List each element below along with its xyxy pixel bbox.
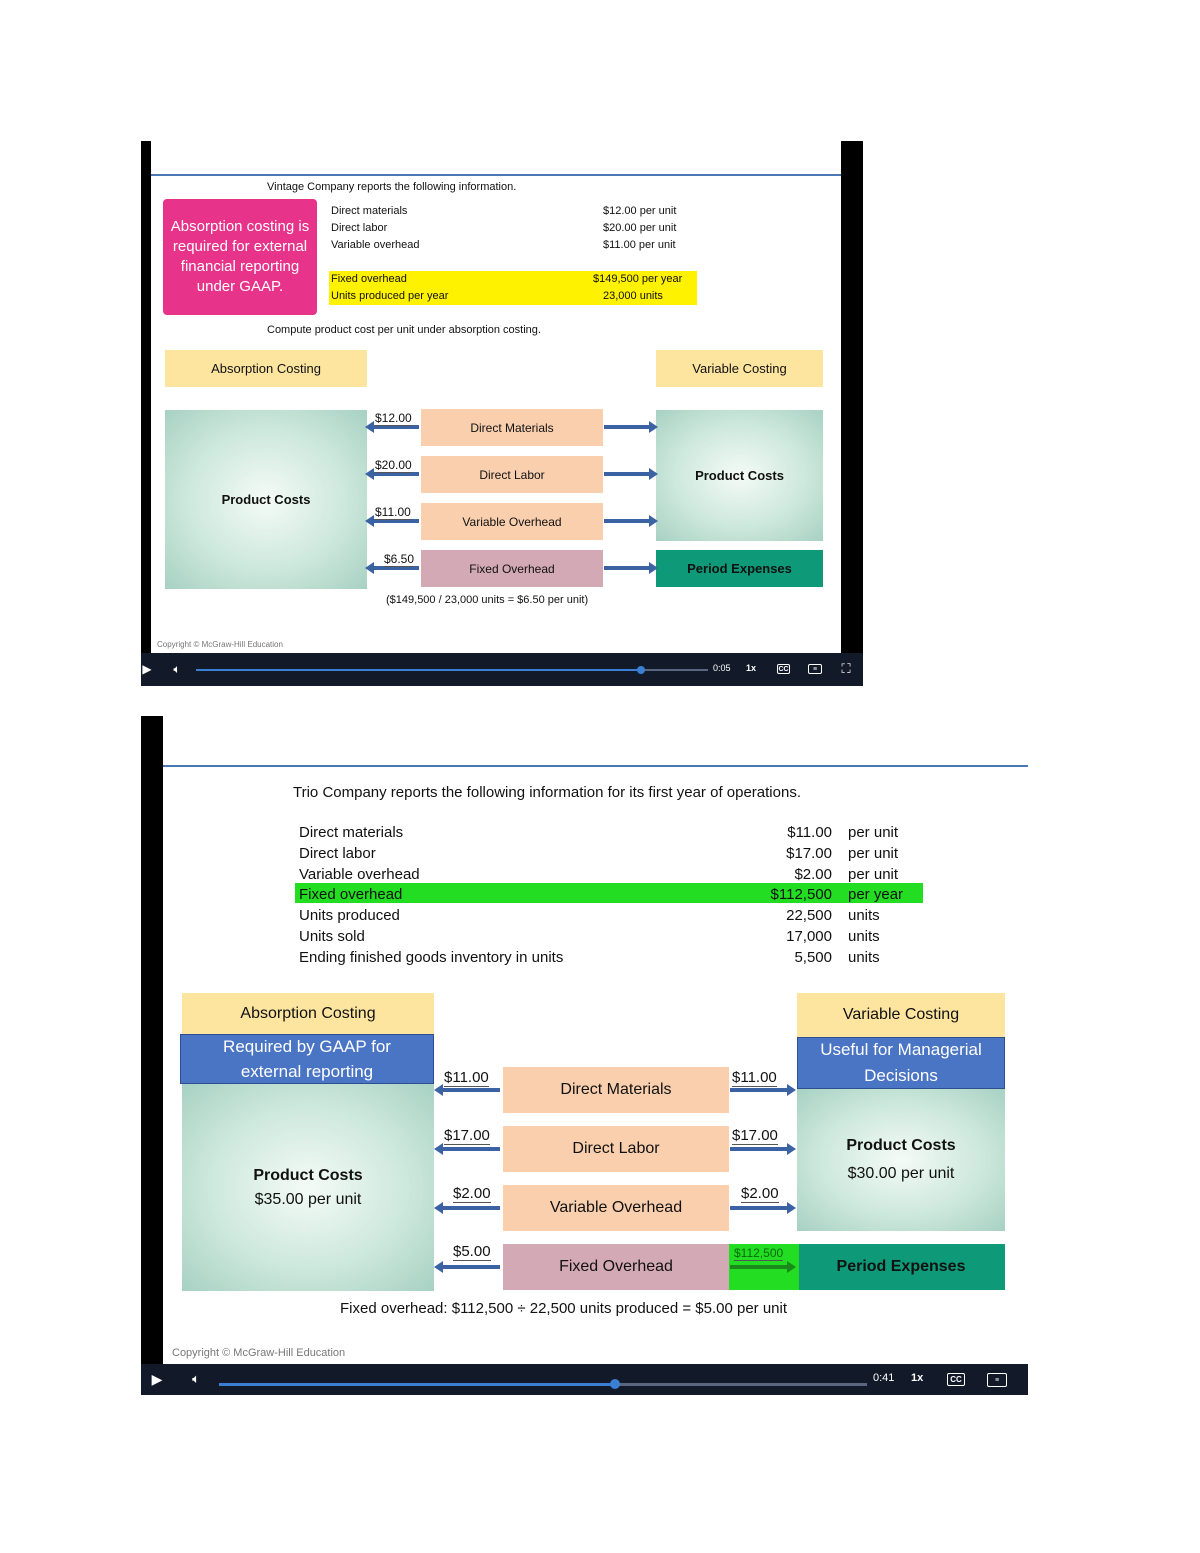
time-display: 0:41	[873, 1372, 895, 1384]
period-expenses-box: Period Expenses	[656, 550, 823, 587]
slide-intro: Trio Company reports the following information for its first year of operations.	[293, 784, 801, 801]
info-label: Direct materials	[299, 824, 404, 841]
info-value: 22,500	[786, 907, 832, 925]
info-unit: units	[848, 928, 880, 945]
variable-costing-header: Variable Costing	[656, 350, 823, 387]
row-amount: $20.00	[375, 458, 412, 472]
left-amount: $11.00	[444, 1069, 489, 1086]
play-icon[interactable]: ▶	[151, 1370, 163, 1387]
gaap-required-band: Required by GAAP for external reporting	[180, 1034, 434, 1084]
info-label: Direct labor	[299, 844, 376, 862]
copyright: Copyright © McGraw-Hill Education	[157, 640, 283, 649]
arrow-to-variable	[730, 1206, 788, 1210]
direct-materials-box: Direct Materials	[421, 409, 603, 446]
absorption-costing-header: Absorption Costing	[182, 993, 434, 1035]
progress-handle[interactable]	[610, 1379, 620, 1389]
formula-note: Fixed overhead: $112,500 ÷ 22,500 units produced = $5.00 per unit	[340, 1300, 788, 1317]
time-display: 0:05	[713, 663, 731, 673]
video-player-1	[141, 141, 863, 686]
arrow-to-absorption	[442, 1265, 500, 1269]
arrow-to-variable	[730, 1147, 788, 1151]
fullscreen-icon[interactable]: ⛶	[841, 661, 851, 676]
arrow-to-variable	[604, 472, 650, 476]
info-value: $2.00	[794, 865, 832, 883]
info-unit: per year	[848, 886, 904, 904]
absorption-product-costs-box: Product Costs	[165, 410, 367, 589]
progress-bar[interactable]	[219, 1383, 867, 1386]
slide-top-rule	[151, 174, 841, 176]
info-label: Variable overhead	[299, 865, 420, 883]
progress-handle[interactable]	[637, 666, 645, 674]
direct-materials-box: Direct Materials	[503, 1067, 729, 1113]
row-amount: $6.50	[384, 552, 415, 566]
absorption-product-costs-box: Product Costs $35.00 per unit	[182, 1084, 434, 1291]
right-amount: $112,500	[734, 1246, 784, 1260]
left-black-bar	[141, 141, 151, 686]
direct-labor-box: Direct Labor	[421, 456, 603, 493]
left-amount: $5.00	[453, 1243, 491, 1260]
left-amount: $17.00	[444, 1127, 490, 1144]
cost-value: $11.00 per unit	[603, 239, 676, 251]
period-expenses-box: Period Expenses	[797, 1244, 1005, 1290]
slide-prompt: Compute product cost per unit under absorption costing.	[267, 324, 541, 336]
row-amount: $12.00	[375, 411, 412, 425]
info-label: Units produced	[299, 907, 400, 925]
cost-label: Direct materials	[331, 205, 408, 217]
cost-label: Variable overhead	[331, 239, 420, 251]
progress-fill	[219, 1383, 614, 1386]
info-value: $11.00	[787, 824, 832, 841]
captions-icon[interactable]: CC	[947, 1373, 965, 1386]
absorption-costing-header: Absorption Costing	[165, 350, 367, 387]
info-value: $112,500	[770, 886, 832, 904]
row-amount: $11.00	[375, 505, 411, 519]
variable-overhead-box: Variable Overhead	[503, 1185, 729, 1231]
fixed-overhead-label: Fixed overhead	[331, 273, 407, 285]
arrow-to-absorption	[442, 1147, 500, 1151]
info-unit: units	[848, 948, 880, 966]
info-label: Fixed overhead	[299, 886, 403, 904]
volume-icon[interactable]: 🔈︎	[192, 1371, 200, 1386]
info-label: Units sold	[299, 928, 365, 945]
fixed-overhead-value: $149,500 per year	[593, 273, 683, 285]
arrow-to-period-expenses	[730, 1265, 788, 1269]
right-amount: $11.00	[732, 1069, 777, 1086]
player-controls	[141, 1364, 1028, 1395]
right-amount: $17.00	[732, 1127, 778, 1144]
fixed-overhead-box: Fixed Overhead	[421, 550, 603, 587]
cost-value: $20.00 per unit	[603, 222, 677, 234]
transcript-icon[interactable]: ≡	[987, 1373, 1007, 1387]
right-black-bar	[841, 141, 863, 686]
copyright: Copyright © McGraw-Hill Education	[172, 1347, 346, 1359]
units-produced-label: Units produced per year	[331, 290, 449, 302]
arrow-to-period-expenses	[604, 566, 650, 570]
cost-value: $12.00 per unit	[603, 205, 677, 217]
gaap-note: Absorption costing is required for external financial reporting under GAAP.	[163, 199, 317, 315]
right-amount: $2.00	[741, 1185, 779, 1202]
info-value: 17,000	[786, 928, 832, 945]
progress-bar[interactable]	[196, 669, 708, 671]
cost-label: Direct labor	[331, 222, 388, 234]
speed-button[interactable]: 1x	[746, 663, 757, 673]
variable-costing-header: Variable Costing	[797, 993, 1005, 1037]
slide-top-rule	[163, 765, 1028, 767]
speed-button[interactable]: 1x	[911, 1372, 924, 1384]
arrow-to-variable	[604, 519, 650, 523]
info-value: $17.00	[786, 844, 832, 862]
volume-icon[interactable]: 🔈︎	[173, 661, 181, 676]
fixed-overhead-box: Fixed Overhead	[503, 1244, 729, 1290]
formula-note: ($149,500 / 23,000 units = $6.50 per unit)	[386, 594, 589, 606]
variable-product-costs-box: Product Costs $30.00 per unit	[797, 1089, 1005, 1231]
arrow-to-variable	[604, 425, 650, 429]
captions-icon[interactable]: CC	[778, 665, 789, 673]
units-produced-value: 23,000 units	[603, 290, 663, 302]
info-unit: per unit	[848, 844, 899, 862]
info-unit: per unit	[848, 865, 899, 883]
info-value: 5,500	[794, 948, 832, 966]
arrow-to-absorption	[442, 1206, 500, 1210]
managerial-decisions-band: Useful for Managerial Decisions	[797, 1037, 1005, 1089]
video-player-2	[141, 716, 1028, 1395]
slide-intro: Vintage Company reports the following information.	[267, 181, 517, 193]
transcript-icon[interactable]: ≡	[808, 664, 822, 674]
arrow-to-absorption	[442, 1088, 500, 1092]
info-unit: units	[848, 907, 880, 925]
info-unit: per unit	[848, 824, 899, 841]
progress-fill	[196, 669, 641, 671]
left-amount: $2.00	[453, 1185, 491, 1202]
player-controls	[141, 653, 863, 686]
play-icon[interactable]: ▶	[142, 662, 152, 676]
variable-overhead-box: Variable Overhead	[421, 503, 603, 540]
info-label: Ending finished goods inventory in units	[299, 948, 564, 966]
arrow-to-variable	[730, 1088, 788, 1092]
variable-product-costs-box: Product Costs	[656, 410, 823, 541]
direct-labor-box: Direct Labor	[503, 1126, 729, 1172]
left-black-bar	[141, 716, 163, 1395]
